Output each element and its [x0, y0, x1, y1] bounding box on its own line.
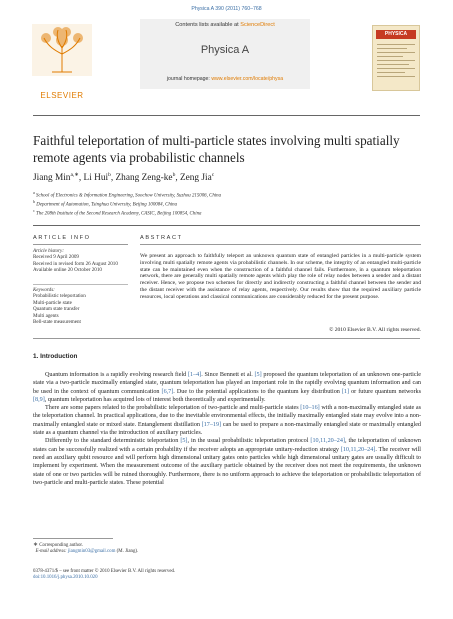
paragraph-text: or future quantum networks	[349, 388, 421, 395]
paragraph	[33, 404, 421, 437]
keyword: Multi-particle state	[33, 299, 72, 306]
sciencedirect-link[interactable]: ScienceDirect	[240, 22, 275, 28]
citation-link[interactable]: [6,7]	[161, 388, 174, 395]
author-name[interactable]: Zhang Zeng-ke	[115, 173, 173, 184]
citation-link[interactable]: [1]	[341, 388, 350, 395]
paragraph-text: , the teleportation of unknown states can be successfully realized with a certain probability if the receiver adopts an appropriate unitary-reduction strategy	[33, 438, 421, 453]
abstract-heading: ABSTRACT	[140, 235, 183, 241]
doi-link[interactable]: doi:10.1016/j.physa.2010.10.020	[33, 575, 98, 581]
cover-title: PHYSICA	[376, 30, 416, 39]
author-affiliation-mark[interactable]: b	[172, 172, 176, 178]
citation-link[interactable]: [8,9]	[33, 396, 45, 403]
author-name[interactable]: Zeng Jia	[179, 173, 212, 184]
elsevier-wordmark: ELSEVIER	[40, 91, 84, 100]
footnote-issn: 0378-4371/$ – see front matter © 2010 Elsevier B.V. All rights reserved. doi:10.1016/j.physa.2010.10.020	[33, 569, 176, 581]
paragraph-text: . The receiver will need an auxiliary qubit resource and will perform high dimensional unitary gates onto particles while high dimensional unitary gates are usually difficult to implement by experiment. When the measurement outcome of the auxiliary particle obtained by the receiver does not meet the requirements, the unknown state of one or two particles will be ruined thoroughly. Furthermore, there is no uniform approach to achieve the teleportation or probabilistic teleportation of two-particle and multi-particle states. These potential	[33, 446, 421, 486]
citation-link[interactable]: [17–19]	[201, 421, 222, 428]
author-affiliation-mark[interactable]: c	[211, 172, 215, 178]
article-title: Faithful teleportation of multi-particle states involving multi spatially remote agents via probabilistic channels	[33, 133, 400, 165]
paragraph-text: Quantum information is a rapidly evolving research field	[45, 372, 188, 378]
affiliation: $^c$ The 208th Institute of the Second Research Academy, CASIC, Beijing 100854, China	[33, 208, 202, 217]
paragraph-text: There are some papers related to the probabilistic teleportation of two-particle and multi-particle states	[45, 405, 301, 412]
contents-availability: Contents lists available at ScienceDirect	[175, 22, 275, 28]
citation-link[interactable]: [5]	[254, 372, 262, 378]
paragraph-text: . Due to the potential applications to the quantum key distribution	[173, 388, 342, 395]
article-info-rule	[33, 244, 128, 245]
keywords: Keywords: Probabilistic teleportation Multi-particle state Quantum state transfer Multi agents Bell-state measurement	[33, 287, 86, 326]
affiliation: $^a$ School of Electronics & Information Engineering, Soochow University, Suzhou 215006, China	[33, 190, 222, 199]
abstract-bottom-rule	[33, 338, 420, 339]
keyword: Probabilistic teleportation	[33, 293, 86, 300]
abstract-rule	[140, 244, 421, 245]
author-affiliation-mark[interactable]: b	[108, 172, 111, 178]
article-history: Article history: Received 9 April 2009 Received in revised form 26 August 2010 Available online 20 October 2010	[33, 248, 118, 274]
author-name[interactable]: Li Hui	[83, 173, 109, 184]
header-rule	[33, 115, 420, 116]
footnote-corresponding: ∗ Corresponding author. E-mail address: jiangmin03@gmail.com (M. Jiang).	[33, 542, 139, 555]
affiliation-rule	[33, 225, 420, 226]
author-list: Jiang Min$^{a,∗}$, Li Hui$^b$, Zhang Zeng-$ke^b$, Zeng Jia$^c$	[33, 172, 215, 184]
paragraph-text: can be used to prepare a non-maximally entangled state or maximally entangled state as a quantum channel via the introduction of auxiliary particles.	[33, 421, 421, 437]
citation-link[interactable]: [10–16]	[300, 405, 320, 412]
citation-link[interactable]: [10,11,20–24]	[310, 438, 345, 445]
keyword: Bell-state measurement	[33, 319, 81, 326]
paragraph-text: Differently to the standard deterministic teleportation	[45, 438, 181, 445]
paragraph-text: with a non-maximally entangled state as the teleportation channel. In practical applications, due to the inevitable environmental effects, the initially maximally entangled state may evolve into a non-maximally entangled state or mixed state. Entanglement distillation	[33, 405, 421, 428]
journal-cover-thumbnail[interactable]	[372, 25, 420, 91]
author-affiliation-mark[interactable]: a,∗	[70, 172, 79, 178]
abstract-text: We present an approach to faithfully teleport an unknown quantum state of entangled particles in a multi-particle system involving multi spatially remote agents via probabilistic channels. In our scheme, the integrity of an entangled multi-particle state can be maintained even when the construction of a faithful channel fails. Furthermore, in a quantum teleportation network, there are generally multi spatially remote agents which play the role of relay nodes between a sender and a distant receiver. Hence, we propose two schemes for directly and indirectly constructing a faithful channel between the sender and the distant receiver with the assistance of relay agents, respectively. Our results show that the required auxiliary particle resources, local operations and classical communications are considerably reduced for the present purpose.	[140, 253, 421, 300]
keywords-rule	[33, 284, 128, 285]
paragraph	[33, 437, 421, 487]
affiliation: $^b$ Department of Automation, Tsinghua University, Beijing 100084, China	[33, 199, 178, 208]
journal-reference[interactable]: Physica A 390 (2011) 760–768	[191, 6, 262, 12]
body-text	[33, 371, 421, 487]
footnote-rule	[33, 538, 113, 539]
journal-homepage: journal homepage: www.elsevier.com/locate/physa	[166, 76, 284, 82]
journal-title: Physica A	[200, 44, 250, 56]
author-name[interactable]: Jiang Min	[33, 173, 71, 184]
citation-link[interactable]: [1–4]	[187, 372, 202, 378]
paragraph-text: , quantum teleportation has acquired lots of interest both theoretically and experimentally.	[44, 396, 266, 403]
elsevier-tree-logo	[32, 24, 92, 76]
homepage-link[interactable]: www.elsevier.com/locate/physa	[211, 76, 284, 82]
section-heading: 1. Introduction	[33, 353, 78, 360]
paragraph-text: , in the usual probabilistic teleportation protocol	[187, 438, 311, 445]
article-info-heading: ARTICLE INFO	[33, 235, 91, 241]
paragraph-text: proposed the quantum teleportation of an unknown one-particle state via a two-particle maximally entangled state, quantum teleportation has played an important role in the rapidly evolving quantum information and can be used in the context of quantum communication	[33, 372, 421, 395]
citation-link[interactable]: [5]	[180, 438, 188, 445]
paragraph	[33, 371, 421, 404]
email-link[interactable]: jiangmin03@gmail.com	[67, 549, 116, 555]
copyright-notice: © 2010 Elsevier B.V. All rights reserved.	[329, 327, 421, 333]
keyword: Quantum state transfer	[33, 306, 80, 313]
keyword: Multi agents	[33, 312, 59, 319]
paragraph-text: . Since Bennett et al.	[201, 372, 255, 378]
citation-link[interactable]: [10,11,20–24]	[340, 446, 376, 453]
